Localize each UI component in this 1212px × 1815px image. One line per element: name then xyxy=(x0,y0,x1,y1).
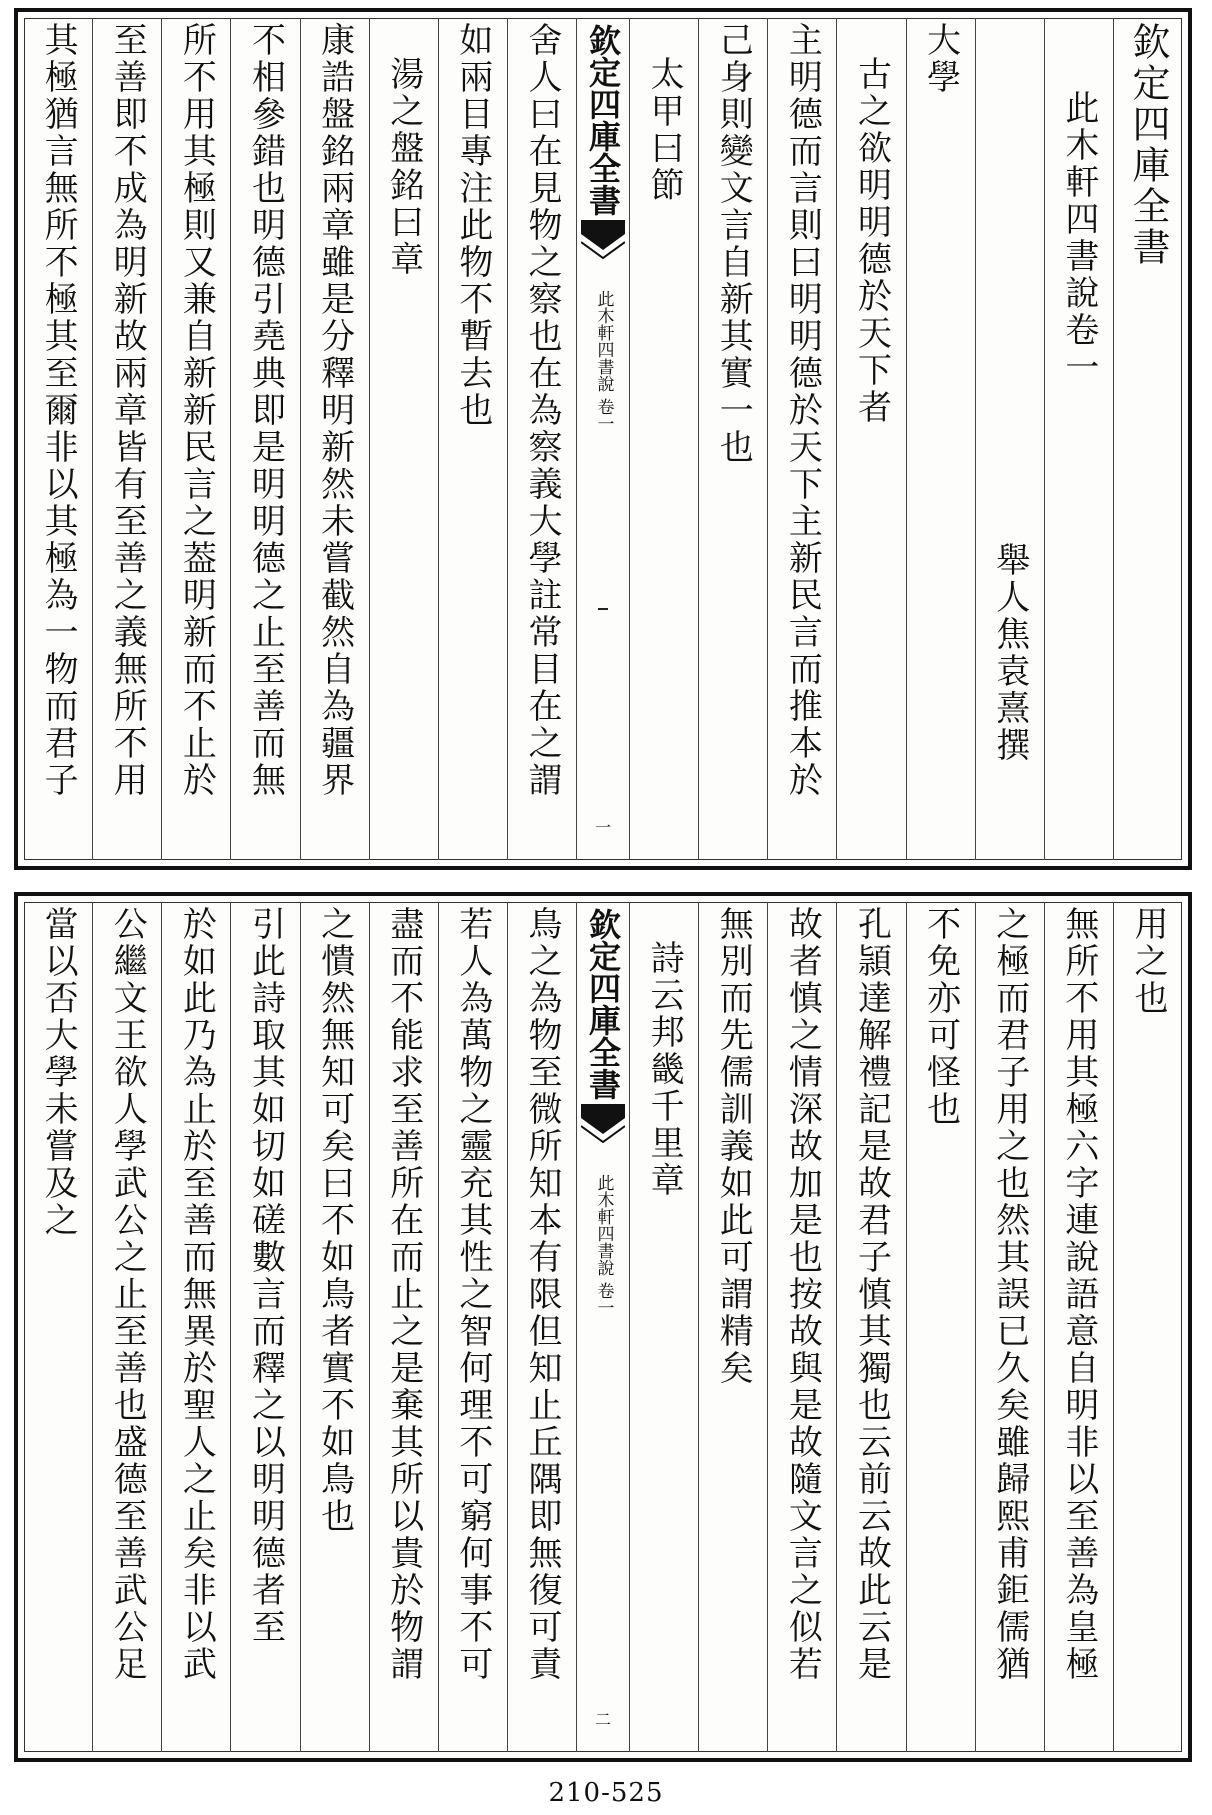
text-column xyxy=(438,902,507,1752)
text-column xyxy=(1044,902,1113,1752)
spine-column xyxy=(576,902,629,1752)
text-columns xyxy=(24,902,1182,1752)
book-title: 此木軒四書說卷一 xyxy=(1058,90,1099,386)
spine-book-title: 此木軒四書說 xyxy=(593,290,614,392)
text-column xyxy=(507,18,576,860)
text-column xyxy=(1044,18,1113,860)
text-column xyxy=(300,18,369,860)
text-column xyxy=(975,18,1044,860)
text-column xyxy=(438,18,507,860)
commentary-line: 當以否大學未嘗及之 xyxy=(38,906,79,1239)
commentary-line: 如兩目專注此物不暫去也 xyxy=(452,22,493,429)
commentary-line: 於如此乃為止於至善而無異於聖人之止矣非以武 xyxy=(176,906,217,1683)
text-column xyxy=(92,18,161,860)
commentary-line: 之憒然無知可矣曰不如鳥者實不如鳥也 xyxy=(314,906,355,1535)
upper-book-page xyxy=(14,8,1192,870)
commentary-line: 無所不用其極六字連說語意自明非以至善為皇極 xyxy=(1058,906,1099,1683)
folio-number: 二 xyxy=(594,1710,611,1729)
fish-tail-mark-icon xyxy=(581,1104,625,1144)
commentary-line: 公繼文王欲人學武公之止至善也盛德至善武公足 xyxy=(107,906,148,1683)
commentary-line: 主明德而言則曰明明德於天下主新民言而推本於 xyxy=(782,22,823,799)
passage-heading: 古之欲明明德於天下者 xyxy=(851,56,892,426)
text-column xyxy=(629,18,698,860)
text-column xyxy=(24,902,92,1752)
author-line: 舉人焦袁熹撰 xyxy=(989,542,1030,764)
text-column xyxy=(698,902,767,1752)
commentary-line: 不相參錯也明德引堯典即是明明德之止至善而無 xyxy=(245,22,286,799)
section-heading: 大學 xyxy=(920,22,961,96)
text-column xyxy=(629,902,698,1752)
commentary-line: 引此詩取其如切如磋數言而釋之以明明德者至 xyxy=(245,906,286,1646)
commentary-line: 其極猶言無所不極其至爾非以其極為一物而君子 xyxy=(38,22,79,799)
commentary-line: 故者慎之情深故加是也按故與是故隨文言之似若 xyxy=(782,906,823,1683)
commentary-line: 己身則變文言自新其實一也 xyxy=(713,22,754,466)
passage-heading: 湯之盤銘曰章 xyxy=(383,56,424,278)
spine-juan: 卷一 xyxy=(593,398,614,432)
text-column xyxy=(92,902,161,1752)
text-column xyxy=(767,18,836,860)
folio-number: 一 xyxy=(594,818,611,837)
commentary-line: 舍人曰在見物之察也在為察義大學註常目在之謂 xyxy=(521,22,562,799)
page-reference: 210-525 xyxy=(548,1778,664,1808)
commentary-line: 用之也 xyxy=(1127,906,1168,1017)
passage-heading: 太甲曰節 xyxy=(644,56,685,204)
text-column xyxy=(836,18,905,860)
text-column xyxy=(698,18,767,860)
spine-header: 欽定四庫全書 xyxy=(584,908,622,1100)
commentary-line: 至善即不成為明新故兩章皆有至善之義無所不用 xyxy=(107,22,148,799)
text-column xyxy=(767,902,836,1752)
commentary-line: 康誥盤銘兩章雖是分釋明新然未嘗截然自為疆界 xyxy=(314,22,355,799)
text-column xyxy=(975,902,1044,1752)
text-column xyxy=(24,18,92,860)
commentary-line: 若人為萬物之靈充其性之智何理不可窮何事不可 xyxy=(452,906,493,1683)
text-column xyxy=(161,902,230,1752)
passage-heading: 詩云邦畿千里章 xyxy=(644,940,685,1199)
commentary-line: 無別而先儒訓義如此可謂精矣 xyxy=(713,906,754,1387)
text-column xyxy=(906,902,975,1752)
text-column xyxy=(369,902,438,1752)
text-column xyxy=(300,902,369,1752)
text-column xyxy=(1113,902,1182,1752)
collection-title: 欽定四庫全書 xyxy=(1125,22,1170,268)
text-column xyxy=(906,18,975,860)
fish-tail-mark-icon xyxy=(581,220,625,260)
spine-tick xyxy=(598,608,608,610)
spine-book-title: 此木軒四書說 xyxy=(593,1174,614,1276)
text-column xyxy=(1113,18,1182,860)
text-column xyxy=(369,18,438,860)
text-columns xyxy=(24,18,1182,860)
commentary-line: 鳥之為物至微所知本有限但知止丘隅即無復可責 xyxy=(521,906,562,1683)
commentary-line: 不免亦可怪也 xyxy=(920,906,961,1128)
text-column xyxy=(836,902,905,1752)
text-column xyxy=(230,902,299,1752)
spine-juan: 卷一 xyxy=(593,1282,614,1316)
lower-book-page xyxy=(14,892,1192,1762)
commentary-line: 盡而不能求至善所在而止之是棄其所以貴於物謂 xyxy=(383,906,424,1683)
text-column xyxy=(230,18,299,860)
commentary-line: 所不用其極則又兼自新新民言之葢明新而不止於 xyxy=(176,22,217,799)
text-column xyxy=(161,18,230,860)
spine-header: 欽定四庫全書 xyxy=(584,24,622,216)
spine-column xyxy=(576,18,629,860)
commentary-line: 之極而君子用之也然其誤已久矣雖歸熙甫鉅儒猶 xyxy=(989,906,1030,1683)
text-column xyxy=(507,902,576,1752)
commentary-line: 孔頴達解禮記是故君子慎其獨也云前云故此云是 xyxy=(851,906,892,1683)
